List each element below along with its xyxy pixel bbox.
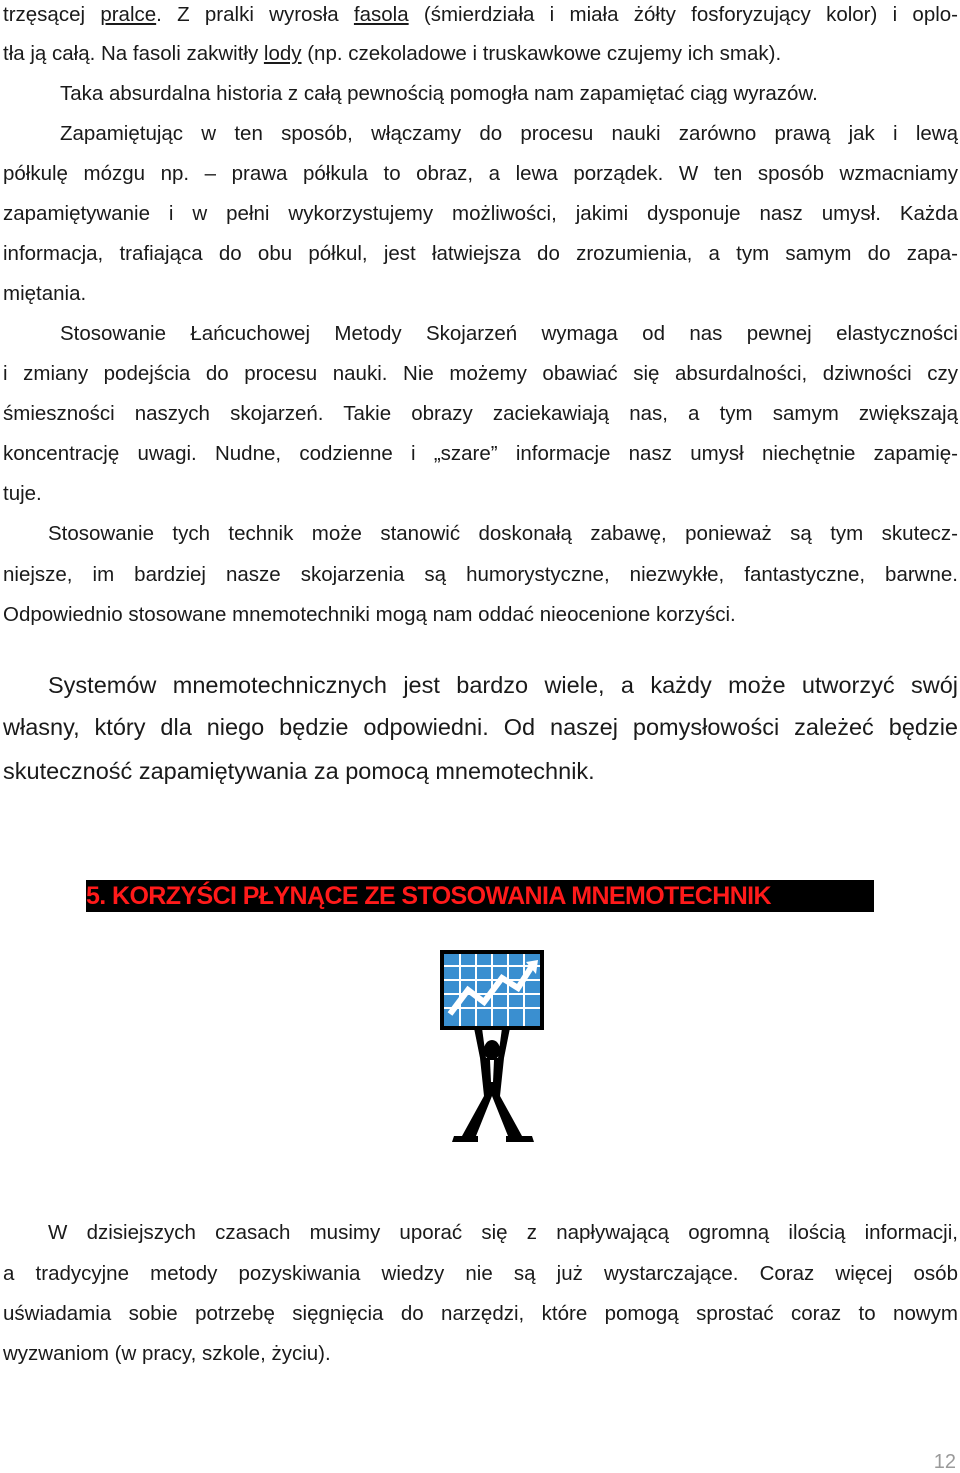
paragraph-line	[3, 42, 958, 66]
paragraph-line: i zmiany podejścia do procesu nauki. Nie możemy obawiać się absurdalności, dziwności czy	[3, 362, 958, 385]
left-leg	[462, 1096, 492, 1136]
paragraph-line: Stosowanie tych technik może stanowić doskonałą zabawę, ponieważ są tym skutecz-	[48, 522, 958, 545]
left-arm	[474, 1028, 486, 1058]
text-fragment: trzęsącej	[3, 3, 101, 26]
paragraph-line: miętania.	[3, 282, 87, 305]
underlined-word-lody: lody	[263, 42, 302, 65]
paragraph-line-large: skuteczność zapamiętywania za pomocą mnemotechnik.	[3, 758, 595, 784]
underlined-word-pralce: pralce	[100, 3, 157, 26]
paragraph-line: wyzwaniom (w pracy, szkole, życiu).	[3, 1342, 331, 1365]
head	[484, 1040, 500, 1060]
paragraph-line-large: własny, który dla niego będzie odpowiedni. Od naszej pomysłowości zależeć będzie	[3, 714, 958, 740]
paragraph-line: Taka absurdalna historia z całą pewnością pomogła nam zapamiętać ciąg wyrazów.	[60, 82, 818, 105]
paragraph-line: informacja, trafiająca do obu półkul, jest łatwiejsza do zrozumienia, a tym samym do zapa-	[3, 242, 958, 265]
right-arm	[498, 1028, 510, 1058]
text-fragment: (np. czekoladowe i truskawkowe czujemy ich smak).	[301, 42, 782, 65]
paragraph-line: tuje.	[3, 482, 42, 505]
paragraph-line: uświadamia sobie potrzebę sięgnięcia do narzędzi, które pomogą sprostać coraz to nowym	[3, 1302, 958, 1325]
paragraph-line: W dzisiejszych czasach musimy uporać się z napływającą ogromną ilością informacji,	[48, 1221, 958, 1244]
paragraph-line: Zapamiętując w ten sposób, włączamy do procesu nauki zarówno prawą jak i lewą	[60, 122, 958, 145]
right-shoe	[506, 1136, 534, 1142]
section-heading: 5. KORZYŚCI PŁYNĄCE ZE STOSOWANIA MNEMOTECHNIK	[86, 880, 874, 912]
paragraph-line-large: Systemów mnemotechnicznych jest bardzo wiele, a każdy może utworzyć swój	[48, 672, 958, 698]
text-fragment: . Z pralki wyrosła	[156, 3, 354, 26]
text-fragment: (śmierdziała i miała żółty fosforyzujący kolor) i oplo-	[408, 3, 958, 26]
paragraph-line: Odpowiednio stosowane mnemotechniki mogą nam oddać nieocenione korzyści.	[3, 603, 736, 626]
paragraph-line: a tradycyjne metody pozyskiwania wiedzy nie są już wystarczające. Coraz więcej osób	[3, 1262, 958, 1285]
paragraph-line: zapamiętywanie i w pełni wykorzystujemy możliwości, jakimi dysponuje nasz umysł. Każda	[3, 202, 958, 225]
text-fragment: tła ją całą. Na fasoli zakwitły	[3, 42, 264, 65]
paragraph-line: śmieszności naszych skojarzeń. Takie obrazy zaciekawiają nas, a tym samym zwiększają	[3, 402, 958, 425]
page-number: 12	[933, 1451, 956, 1473]
underlined-word-fasola: fasola	[353, 3, 409, 26]
paragraph-line: niejsze, im bardziej nasze skojarzenia są humorystyczne, niezwykłe, fantastyczne, barwne.	[3, 563, 958, 586]
paragraph-line: koncentrację uwagi. Nudne, codzienne i „szare” informacje nasz umysł niechętnie zapamię-	[3, 442, 958, 465]
paragraph-line: Stosowanie Łańcuchowej Metody Skojarzeń wymaga od nas pewnej elastyczności	[60, 322, 958, 345]
left-shoe	[452, 1136, 478, 1142]
person-holding-rising-chart-icon	[440, 950, 544, 1146]
right-leg	[492, 1096, 522, 1136]
paragraph-line: półkulę mózgu np. – prawa półkula to obraz, a lewa porządek. W ten sposób wzmacniamy	[3, 162, 958, 185]
paragraph-line	[3, 3, 958, 27]
